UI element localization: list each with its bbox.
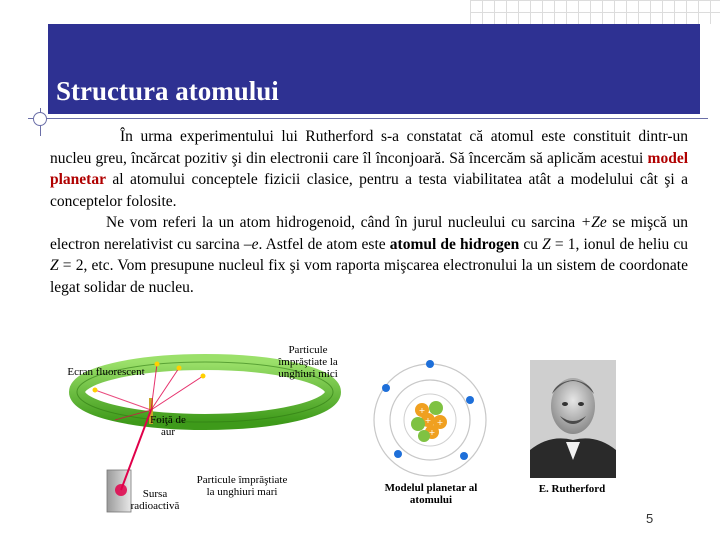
label-large-angles: Particule împrăştiate la unghiuri mari: [196, 474, 288, 498]
z-symbol-1: Z: [542, 235, 551, 253]
p2-text-6: = 2, etc. Vom presupune nucleul fix şi vom raporta mişcarea electronului la un sistem de coordonate legat solidar de nucleu.: [50, 257, 688, 296]
page-number: 5: [646, 511, 654, 526]
label-planetary-model: Modelul planetar al atomului: [384, 482, 478, 506]
slide-title: Structura atomului: [56, 76, 279, 106]
charge-e: –e: [243, 235, 259, 253]
svg-text:+: +: [418, 406, 426, 415]
model-planetar-highlight: model planetar: [50, 149, 688, 188]
z-symbol-2: Z: [50, 257, 59, 274]
svg-text:+: +: [428, 428, 436, 437]
label-screen: Ecran fluorescent: [67, 366, 145, 378]
planetary-atom-model: [370, 360, 500, 480]
circle-decoration: [33, 112, 47, 126]
atomul-de-hidrogen: atomul de hidrogen: [389, 235, 520, 253]
p2-text-3: . Astfel de atom este: [258, 235, 390, 253]
paragraph-1: [50, 126, 688, 212]
p2-text-4: cu: [519, 235, 543, 253]
label-rutherford: E. Rutherford: [538, 483, 606, 495]
label-source: Sursa radioactivă: [130, 488, 180, 512]
grid-decoration: [470, 0, 720, 24]
p2-text-2: se mişcă un electron nerelativist cu sarcina: [50, 214, 688, 253]
paragraph-2: [50, 212, 688, 298]
electron: [426, 360, 434, 368]
svg-text:+: +: [424, 416, 432, 425]
electron: [466, 396, 474, 404]
p2-text-1: Ne vom referi la un atom hidrogenoid, când în jurul nucleului cu sarcina: [106, 214, 581, 231]
p1-text-b: al atomului conceptele fizicii clasice, pentru a testa viabilitatea atât a modelului cât şi a conceptelor folosite.: [50, 171, 688, 210]
electron: [382, 384, 390, 392]
electron: [394, 450, 402, 458]
slide-body: [50, 126, 688, 298]
rutherford-portrait: [530, 360, 616, 478]
charge-ze: +Ze: [580, 214, 607, 231]
electron: [460, 452, 468, 460]
title-underline: [28, 118, 708, 119]
p1-text-a: În urma experimentului lui Rutherford s-a constatat că atomul este constituit dintr-un nucleu greu, încărcat pozitiv şi din electronii care îl înconjoară. Să încercăm să aplicăm acestui: [50, 128, 688, 167]
label-foil: Foiţă de aur: [150, 414, 186, 438]
nucleus: [411, 401, 447, 442]
p2-text-5: = 1, ionul de heliu cu: [550, 235, 689, 253]
svg-text:+: +: [436, 418, 444, 427]
label-small-angles: Particule împrăştiate la unghiuri mici: [278, 344, 338, 380]
